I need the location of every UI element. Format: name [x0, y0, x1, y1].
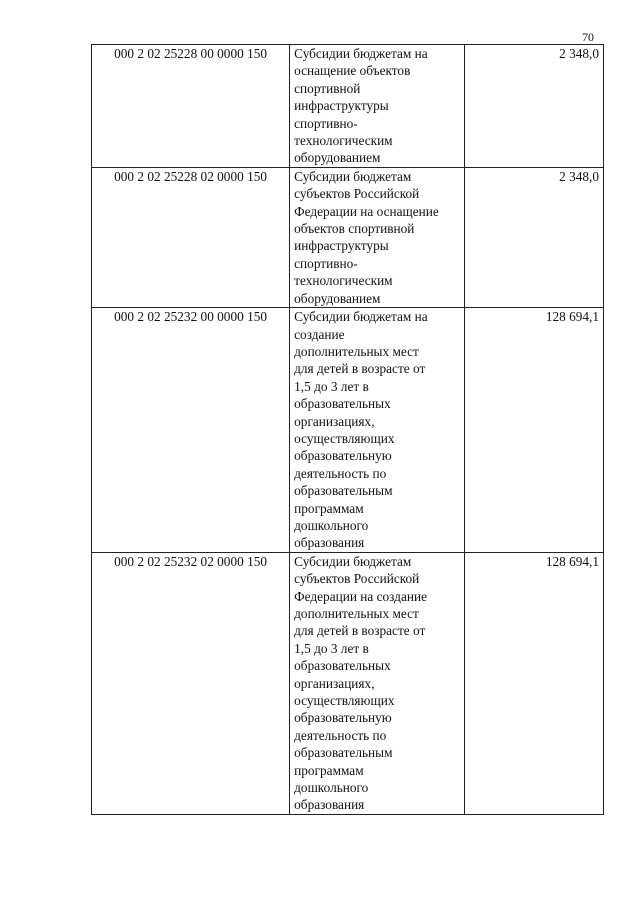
budget-amount-cell: 128 694,1: [465, 308, 604, 553]
budget-amount-cell: 128 694,1: [465, 552, 604, 814]
table-row: [92, 45, 604, 168]
name-line: спортивной: [294, 80, 361, 96]
name-line: Федерации на создание: [294, 588, 427, 604]
budget-code-cell: 000 2 02 25232 00 0000 150: [92, 308, 290, 553]
budget-name-cell: [290, 167, 465, 307]
name-line: технологическим: [294, 273, 393, 289]
name-line: образовательную: [294, 448, 392, 464]
name-line: образования: [294, 797, 365, 813]
budget-table: [91, 44, 604, 815]
budget-code-cell: 000 2 02 25228 00 0000 150: [92, 45, 290, 168]
name-line: для детей в возрасте от: [294, 623, 426, 639]
name-line: деятельность по: [294, 465, 387, 481]
name-line: дошкольного: [294, 517, 369, 533]
name-line: образования: [294, 535, 365, 551]
name-line: спортивно-: [294, 255, 358, 271]
budget-amount-cell: 2 348,0: [465, 45, 604, 168]
name-line: оборудованием: [294, 150, 381, 166]
name-line: осуществляющих: [294, 430, 395, 446]
name-line: оснащение объектов: [294, 63, 411, 79]
budget-table-body: [92, 45, 604, 815]
budget-code-cell: 000 2 02 25228 02 0000 150: [92, 167, 290, 307]
name-line: инфраструктуры: [294, 98, 389, 114]
table-row: [92, 308, 604, 553]
name-line: субъектов Российской: [294, 186, 420, 202]
page-number: 70: [582, 30, 594, 44]
name-line: Субсидии бюджетам на: [294, 309, 428, 325]
name-line: программам: [294, 762, 364, 778]
table-row: [92, 552, 604, 814]
name-line: 1,5 до 3 лет в: [294, 640, 369, 656]
budget-name-cell: [290, 308, 465, 553]
name-line: инфраструктуры: [294, 238, 389, 254]
name-line: программам: [294, 500, 364, 516]
name-line: образовательных: [294, 396, 391, 412]
budget-name-cell: [290, 552, 465, 814]
name-line: оборудованием: [294, 290, 381, 306]
name-line: дополнительных мест: [294, 343, 419, 359]
name-line: создание: [294, 326, 345, 342]
name-line: образовательным: [294, 483, 393, 499]
name-line: Федерации на оснащение: [294, 203, 439, 219]
name-line: осуществляющих: [294, 693, 395, 709]
name-line: Субсидии бюджетам: [294, 553, 412, 569]
name-line: субъектов Российской: [294, 571, 420, 587]
name-line: организациях,: [294, 413, 375, 429]
name-line: объектов спортивной: [294, 221, 415, 237]
name-line: деятельность по: [294, 727, 387, 743]
name-line: Субсидии бюджетам на: [294, 46, 428, 61]
name-line: 1,5 до 3 лет в: [294, 378, 369, 394]
budget-code-cell: 000 2 02 25232 02 0000 150: [92, 552, 290, 814]
name-line: организациях,: [294, 675, 375, 691]
budget-name-cell: [290, 45, 465, 168]
table-row: [92, 167, 604, 307]
name-line: образовательных: [294, 658, 391, 674]
name-line: спортивно-: [294, 115, 358, 131]
name-line: технологическим: [294, 133, 393, 149]
name-line: Субсидии бюджетам: [294, 168, 412, 184]
name-line: дополнительных мест: [294, 606, 419, 621]
name-line: образовательную: [294, 710, 392, 726]
name-line: дошкольного: [294, 780, 369, 796]
name-line: для детей в возрасте от: [294, 361, 426, 377]
name-line: образовательным: [294, 745, 393, 761]
budget-amount-cell: 2 348,0: [465, 167, 604, 307]
